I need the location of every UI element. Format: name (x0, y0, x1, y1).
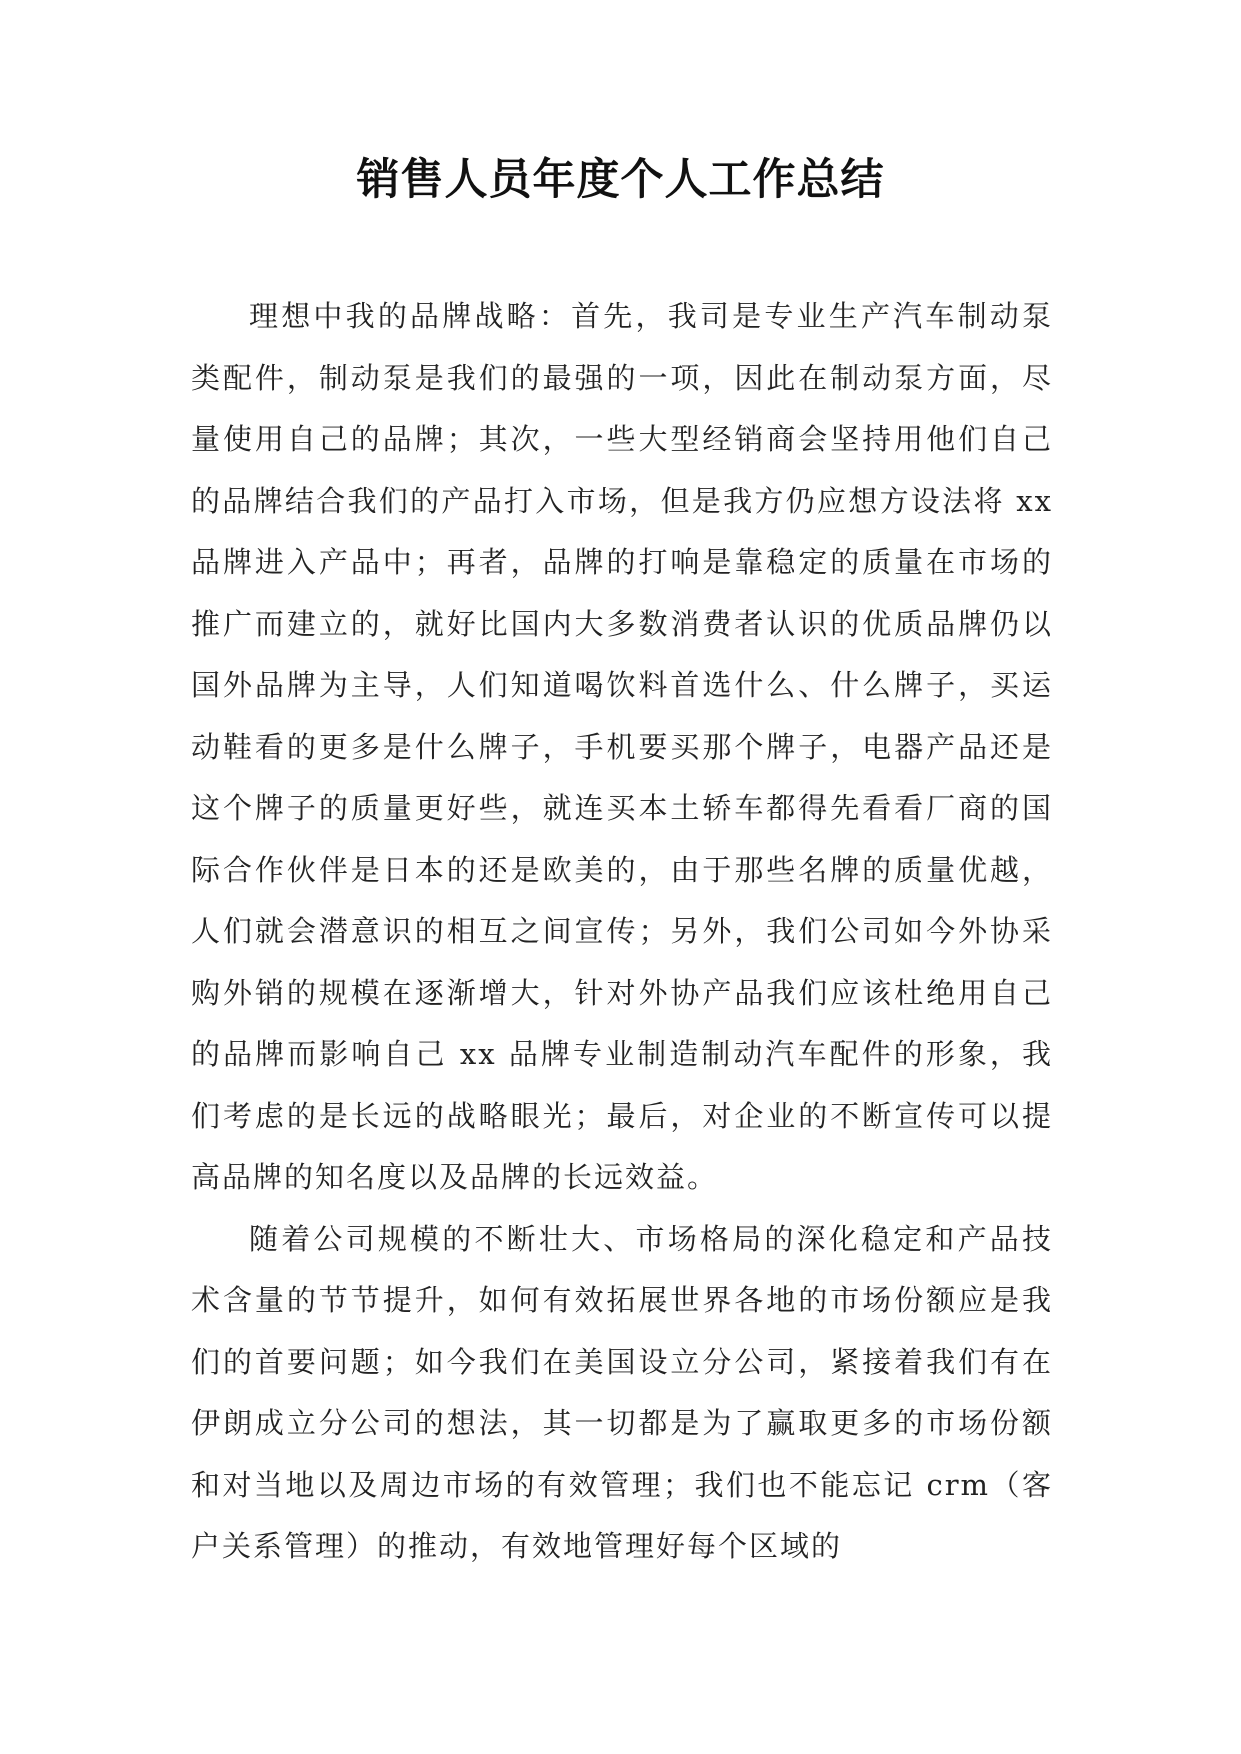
paragraph-market-expansion: 随着公司规模的不断壮大、市场格局的深化稳定和产品技术含量的节节提升，如何有效拓展世界各地的市场份额应是我们的首要问题；如今我们在美国设立分公司，紧接着我们有在伊朗成立分公司的想法，其一切都是为了赢取更多的市场份额和对当地以及周边市场的有效管理；我们也不能忘记 crm（客户关系管理）的推动，有效地管理好每个区域的 (191, 1221, 1053, 1563)
document-body (191, 286, 1053, 1578)
paragraph-brand-strategy: 理想中我的品牌战略：首先，我司是专业生产汽车制动泵类配件，制动泵是我们的最强的一项，因此在制动泵方面，尽量使用自己的品牌；其次，一些大型经销商会坚持用他们自己的品牌结合我们的产品打入市场，但是我方仍应想方设法将 xx 品牌进入产品中；再者，品牌的打响是靠稳定的质量在市场的推广而建立的，就好比国内大多数消费者认识的优质品牌仍以国外品牌为主导，人们知道喝饮料首选什么、什么牌子，买运动鞋看的更多是什么牌子，手机要买那个牌子，电器产品还是这个牌子的质量更好些，就连买本土轿车都得先看看厂商的国际合作伙伴是日本的还是欧美的，由于那些名牌的质量优越，人们就会潜意识的相互之间宣传；另外，我们公司如今外协采购外销的规模在逐渐增大，针对外协产品我们应该杜绝用自己的品牌而影响自己 xx 品牌专业制造制动汽车配件的形象，我们考虑的是长远的战略眼光；最后，对企业的不断宣传可以提高品牌的知名度以及品牌的长远效益。 (191, 299, 1053, 1194)
document-title: 销售人员年度个人工作总结 (356, 155, 885, 205)
